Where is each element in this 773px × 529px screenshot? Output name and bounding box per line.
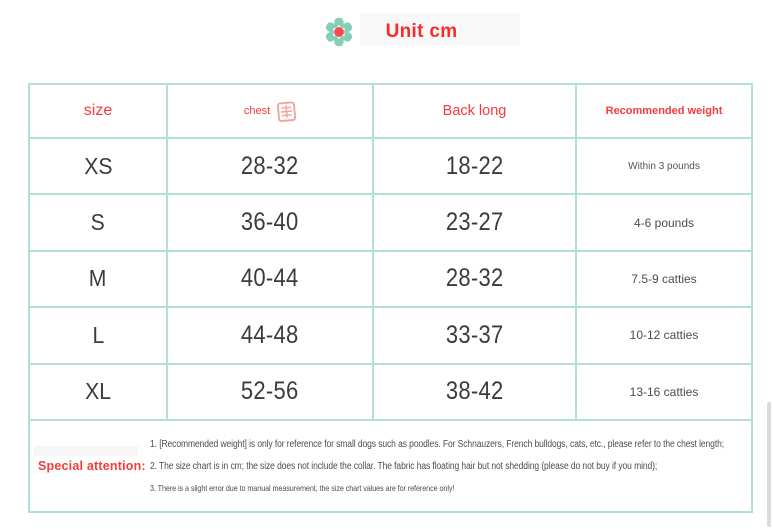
special-attention-label: Special attention: (38, 459, 146, 473)
cell-s-back-long (372, 193, 575, 249)
cell-m-size (30, 250, 166, 306)
cell-m-back-long (372, 250, 575, 306)
scrollbar-artifact[interactable] (767, 402, 771, 527)
flower-icon (316, 9, 362, 55)
back-long-value: 18-22 (445, 151, 504, 180)
cell-m-chest (166, 250, 372, 306)
column-label: Back long (442, 103, 507, 119)
cell-xl-chest (166, 363, 372, 419)
back-long-value: 33-37 (445, 320, 504, 349)
cell-xl-weight (575, 363, 751, 419)
note-item: 3. There is a slight error due to manual measurement, the size chart values are for reference only! (150, 483, 455, 493)
weight-value: 4-6 pounds (633, 215, 695, 230)
chest-value: 40-44 (241, 264, 299, 293)
special-attention-section (28, 419, 753, 513)
weight-value: 7.5-9 catties (631, 271, 697, 286)
header-cell-chest (166, 85, 372, 137)
size-value: M (89, 265, 107, 292)
chest-value: 28-32 (241, 151, 299, 180)
weight-value: 10-12 catties (629, 328, 699, 343)
weight-value: Within 3 pounds (628, 160, 700, 172)
size-value: L (92, 321, 104, 348)
column-label: size (83, 102, 113, 119)
cell-l-back-long (372, 306, 575, 362)
notes-list (148, 421, 753, 511)
header-cell-recommended-weight (575, 85, 751, 137)
cell-xl-back-long (372, 363, 575, 419)
weight-value: 13-16 catties (629, 384, 699, 399)
cell-xl-size (30, 363, 166, 419)
back-long-value: 38-42 (445, 377, 504, 406)
chest-value: 36-40 (241, 208, 299, 237)
cell-s-chest (166, 193, 372, 249)
cell-xs-size (30, 137, 166, 193)
header-cell-size (30, 85, 166, 137)
size-table (28, 83, 753, 419)
cell-xs-chest (166, 137, 372, 193)
header-cell-back-long (372, 85, 575, 137)
back-long-value: 23-27 (445, 208, 504, 237)
unit-label: Unit cm (385, 21, 458, 42)
flower-center-dot (334, 27, 344, 37)
cell-xs-weight (575, 137, 751, 193)
cell-l-weight (575, 306, 751, 362)
column-label: chest (243, 105, 271, 117)
chest-value: 44-48 (241, 320, 299, 349)
column-label: Recommended weight (605, 105, 723, 117)
cell-l-size (30, 306, 166, 362)
cell-s-size (30, 193, 166, 249)
size-value: XS (83, 152, 113, 179)
note-item: 2. The size chart is in cm; the size does not include the collar. The fabric has floating hair but not shedding (please do not buy if you mind); (150, 461, 658, 472)
size-value: XL (85, 378, 111, 405)
chest-value: 52-56 (241, 377, 299, 406)
note-item: 1. [Recommended weight] is only for reference for small dogs such as poodles. For Schnauzers, French bulldogs, cats, etc., please refer to the chest length; (150, 439, 725, 450)
cell-s-weight (575, 193, 751, 249)
back-long-value: 28-32 (445, 264, 504, 293)
cell-xs-back-long (372, 137, 575, 193)
wei-circumference-stamp-icon (276, 100, 297, 123)
page-header (0, 8, 773, 56)
cell-m-weight (575, 250, 751, 306)
cell-l-chest (166, 306, 372, 362)
size-value: S (90, 209, 106, 236)
